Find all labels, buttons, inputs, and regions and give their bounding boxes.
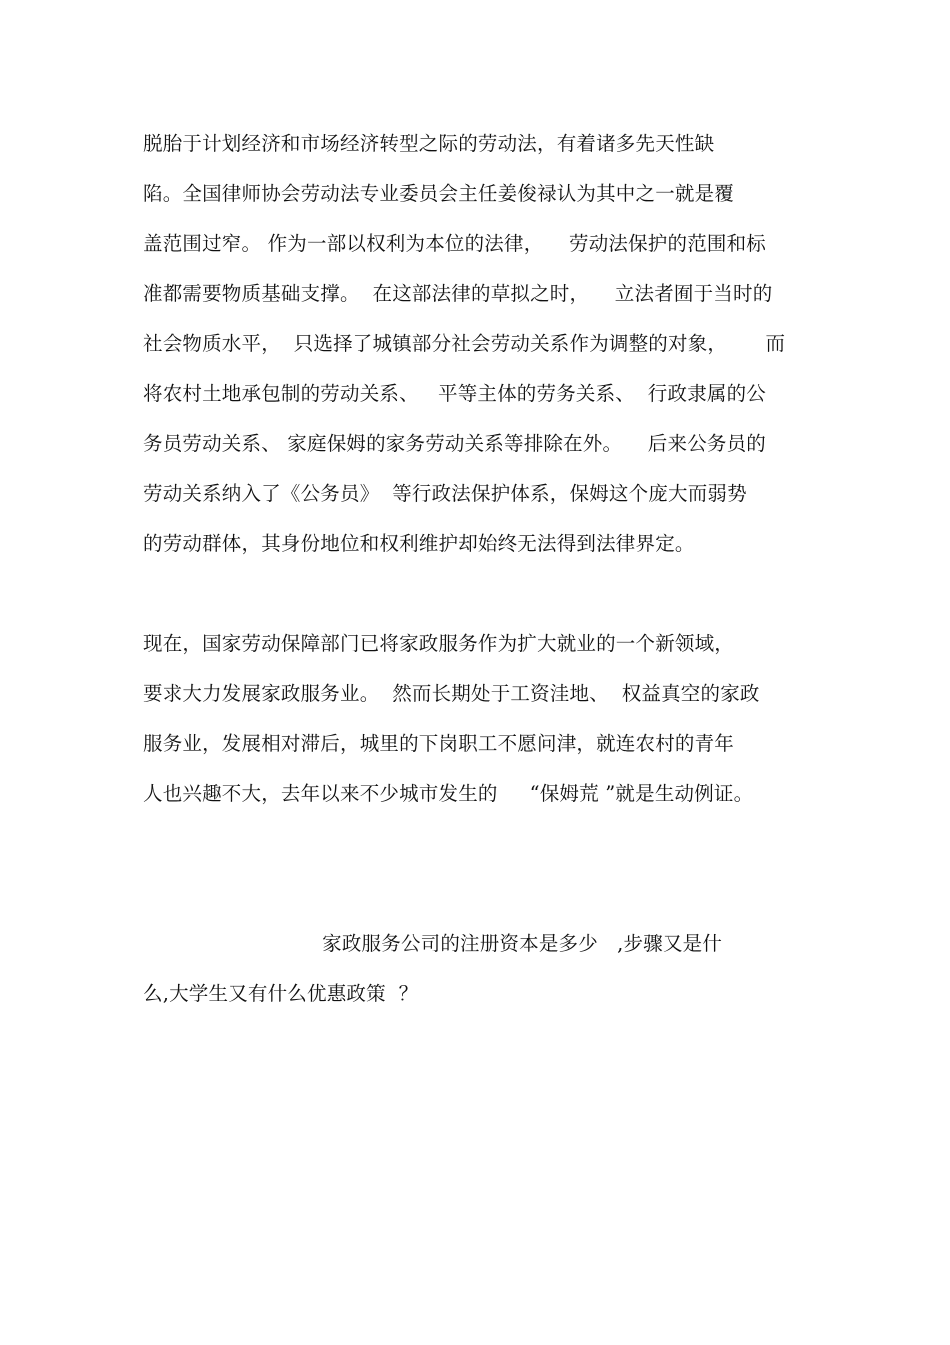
text-line: 的劳动群体，其身份地位和权利维护却始终无法得到法律界定。 xyxy=(143,532,695,555)
text-line: 现在，国家劳动保障部门已将家政服务作为扩大就业的一个新领域， xyxy=(143,632,735,655)
text-line: 劳动关系纳入了《公务员》 等行政法保护体系，保姆这个庞大而弱势 xyxy=(143,482,747,505)
text-line: 盖范围过窄。 作为一部以权利为本位的法律， 劳动法保护的范围和标 xyxy=(143,232,766,255)
text-line: 人也兴趣不大，去年以来不少城市发生的 “保姆荒 ”就是生动例证。 xyxy=(143,782,754,805)
text-line: 陷。全国律师协会劳动法专业委员会主任姜俊禄认为其中之一就是覆 xyxy=(143,182,735,205)
text-line: 要求大力发展家政服务业。 然而长期处于工资洼地、 权益真空的家政 xyxy=(143,682,760,705)
text-line: 脱胎于计划经济和市场经济转型之际的劳动法，有着诸多先天性缺 xyxy=(143,132,715,155)
text-line: 家政服务公司的注册资本是多少 ,步骤又是什 xyxy=(143,932,723,955)
text-line: 务员劳动关系、 家庭保姆的家务劳动关系等排除在外。 后来公务员的 xyxy=(143,432,766,455)
text-line: 社会物质水平， 只选择了城镇部分社会劳动关系作为调整的对象， 而 xyxy=(143,332,786,355)
text-line: 准都需要物质基础支撑。 在这部法律的草拟之时， 立法者囿于当时的 xyxy=(143,282,773,305)
text-line: 服务业，发展相对滞后，城里的下岗职工不愿问津，就连农村的青年 xyxy=(143,732,735,755)
text-line: 么,大学生又有什么优惠政策 ？ xyxy=(143,982,419,1005)
text-line: 将农村土地承包制的劳动关系、 平等主体的劳务关系、 行政隶属的公 xyxy=(143,382,766,405)
